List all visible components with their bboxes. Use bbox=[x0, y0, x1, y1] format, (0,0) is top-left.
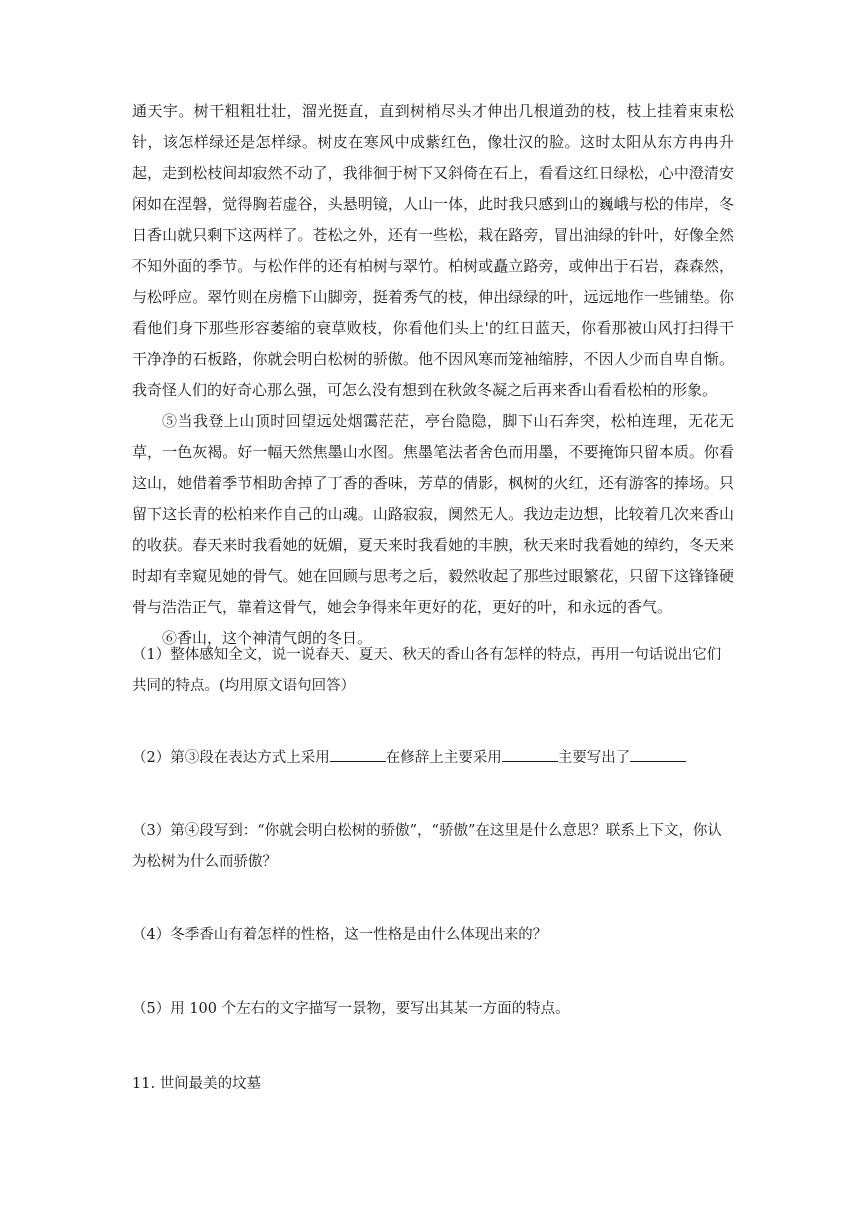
reading-passage bbox=[132, 96, 734, 654]
question-5: （5）用 100 个左右的文字描写一景物，要写出其某一方面的特点。 bbox=[132, 1001, 570, 1017]
answer-blank-3[interactable] bbox=[630, 747, 686, 762]
question-4: （4）冬季香山有着怎样的性格，这一性格是由什么体现出来的？ bbox=[132, 927, 548, 943]
answer-blank-2[interactable] bbox=[502, 747, 558, 762]
question-3: （3）第④段写到：“你就会明白松树的骄傲”，“骄傲”在这里是什么意思？联系上下文，你认为松树为什么而骄傲？ bbox=[132, 823, 722, 870]
question-2 bbox=[132, 743, 734, 774]
question-1: （1）整体感知全文，说一说春天、夏天、秋天的香山各有怎样的特点，再用一句话说出它们共同的特点。(均用原文语句回答） bbox=[132, 647, 722, 694]
next-section-heading: 11. 世间最美的坟墓 bbox=[132, 1076, 262, 1092]
passage-paragraph-6: ⑥香山，这个神清气朗的冬日。 bbox=[162, 629, 373, 647]
question-2-part-a: （2）第③段在表达方式上采用 bbox=[132, 750, 330, 766]
question-2-part-c: 主要写出了 bbox=[557, 750, 631, 766]
passage-paragraph-4-continued: 通天宇。树干粗粗壮壮，溜光挺直，直到树梢尽头才伸出几根道劲的枝，枝上挂着束束松针，该怎样绿还是怎样绿。树皮在寒风中成紫红色，像壮汉的脸。这时太阳从东方冉冉升起，走到松枝间却寂然不动了，我徘徊于树下又斜倚在石上，看看这红日绿松，心中澄清安闲如在涅磐，觉得胸若虚谷，头悬明镜，人山一体，此时我只感到山的巍峨与松的伟岸，冬日香山就只剩下这两样了。苍松之外，还有一些松，栽在路旁，冒出油绿的针叶，好像全然不知外面的季节。与松作伴的还有柏树与翠竹。柏树或矗立路旁，或伸出于石岩，森森然，与松呼应。翠竹则在房檐下山脚旁，挺着秀气的枝，伸出绿绿的叶，远远地作一些铺垫。你看他们身下那些形容萎缩的衰草败枝，你看他们头上'的红日蓝天，你看那被山风打扫得干干净净的石板路，你就会明白松树的骄傲。他不因风寒而笼袖缩脖，不因人少而自卑自惭。我奇怪人们的好奇心那么强，可怎么没有想到在秋敛冬凝之后再来香山看看松柏的形象。 bbox=[132, 102, 734, 399]
answer-blank-1[interactable] bbox=[330, 747, 386, 762]
passage-paragraph-5: ⑤当我登上山顶时回望远处烟霭茫茫，亭台隐隐，脚下山石奔突，松柏连理，无花无草，一色灰褐。好一幅天然焦墨山水图。焦墨笔法者舍色而用墨，不要掩饰只留本质。你看这山，她借着季节相助舍掉了丁香的香味，芳草的倩影，枫树的火红，还有游客的捧场。只留下这长青的松柏来作自己的山魂。山路寂寂，阒然无人。我边走边想，比较着几次来香山的收获。春天来时我看她的妩媚，夏天来时我看她的丰腴，秋天来时我看她的绰约，冬天来时却有幸窥见她的骨气。她在回顾与思考之后，毅然收起了那些过眼繁花，只留下这锋锋硬骨与浩浩正气，靠着这骨气，她会争得来年更好的花，更好的叶，和永远的香气。 bbox=[132, 412, 734, 616]
question-2-part-b: 在修辞上主要采用 bbox=[385, 750, 502, 766]
